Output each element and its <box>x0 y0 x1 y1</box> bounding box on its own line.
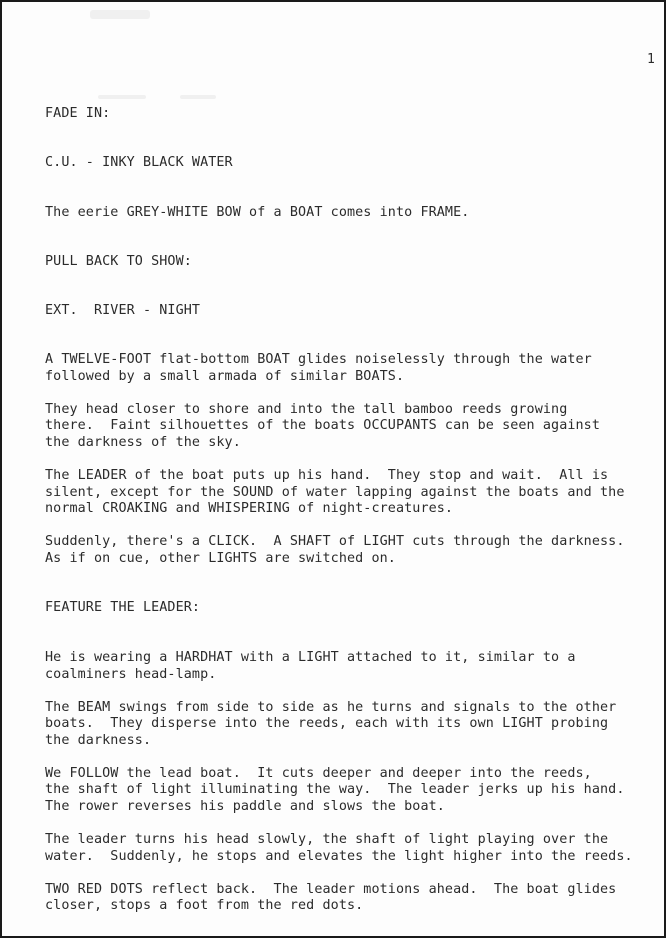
action-line: As if on cue, other LIGHTS are switched on. <box>45 551 396 566</box>
scan-smudge <box>180 95 216 99</box>
action-line: there. Faint silhouettes of the boats OCCUPANTS can be seen against <box>45 418 601 433</box>
action-line: The eerie GREY-WHITE BOW of a BOAT comes into FRAME. <box>45 205 470 220</box>
action-line: The leader turns his head slowly, the shaft of light playing over the <box>45 832 609 847</box>
action-line: followed by a small armada of similar BOATS. <box>45 369 405 384</box>
action-line: coalminers head-lamp. <box>45 667 217 682</box>
scan-smudge <box>90 10 150 19</box>
scan-smudge <box>98 95 146 99</box>
action-line: closer, stops a foot from the red dots. <box>45 898 364 913</box>
action-line: TWO RED DOTS reflect back. The leader motions ahead. The boat glides <box>45 882 617 897</box>
action-line: The BEAM swings from side to side as he turns and signals to the other <box>45 700 617 715</box>
page-number: 1 <box>647 52 655 67</box>
action-line: The rower reverses his paddle and slows the boat. <box>45 799 445 814</box>
action-line: the darkness of the sky. <box>45 435 241 450</box>
shot-heading: FEATURE THE LEADER: <box>45 600 201 615</box>
action-line: the darkness. <box>45 733 152 748</box>
action-line: water. Suddenly, he stops and elevates the light higher into the reeds. <box>45 849 633 864</box>
action-line: They head closer to shore and into the tall bamboo reeds growing <box>45 402 568 417</box>
action-line: Suddenly, there's a CLICK. A SHAFT of LIGHT cuts through the darkness. <box>45 534 625 549</box>
action-line: We FOLLOW the lead boat. It cuts deeper and deeper into the reeds, <box>45 766 592 781</box>
action-line: normal CROAKING and WHISPERING of night-creatures. <box>45 501 454 516</box>
action-line: boats. They disperse into the reeds, each with its own LIGHT probing <box>45 716 609 731</box>
shot-heading: PULL BACK TO SHOW: <box>45 254 192 269</box>
scene-heading: EXT. RIVER - NIGHT <box>45 303 201 318</box>
action-line: the shaft of light illuminating the way. The leader jerks up his hand. <box>45 782 625 797</box>
action-line: silent, except for the SOUND of water lapping against the boats and the <box>45 485 625 500</box>
shot-heading: C.U. - INKY BLACK WATER <box>45 155 233 170</box>
action-line: The LEADER of the boat puts up his hand. They stop and wait. All is <box>45 468 609 483</box>
transition-fade-in: FADE IN: <box>45 106 111 121</box>
action-line: He is wearing a HARDHAT with a LIGHT attached to it, similar to a <box>45 650 576 665</box>
action-line: A TWELVE-FOOT flat-bottom BOAT glides noiselessly through the water <box>45 352 592 367</box>
